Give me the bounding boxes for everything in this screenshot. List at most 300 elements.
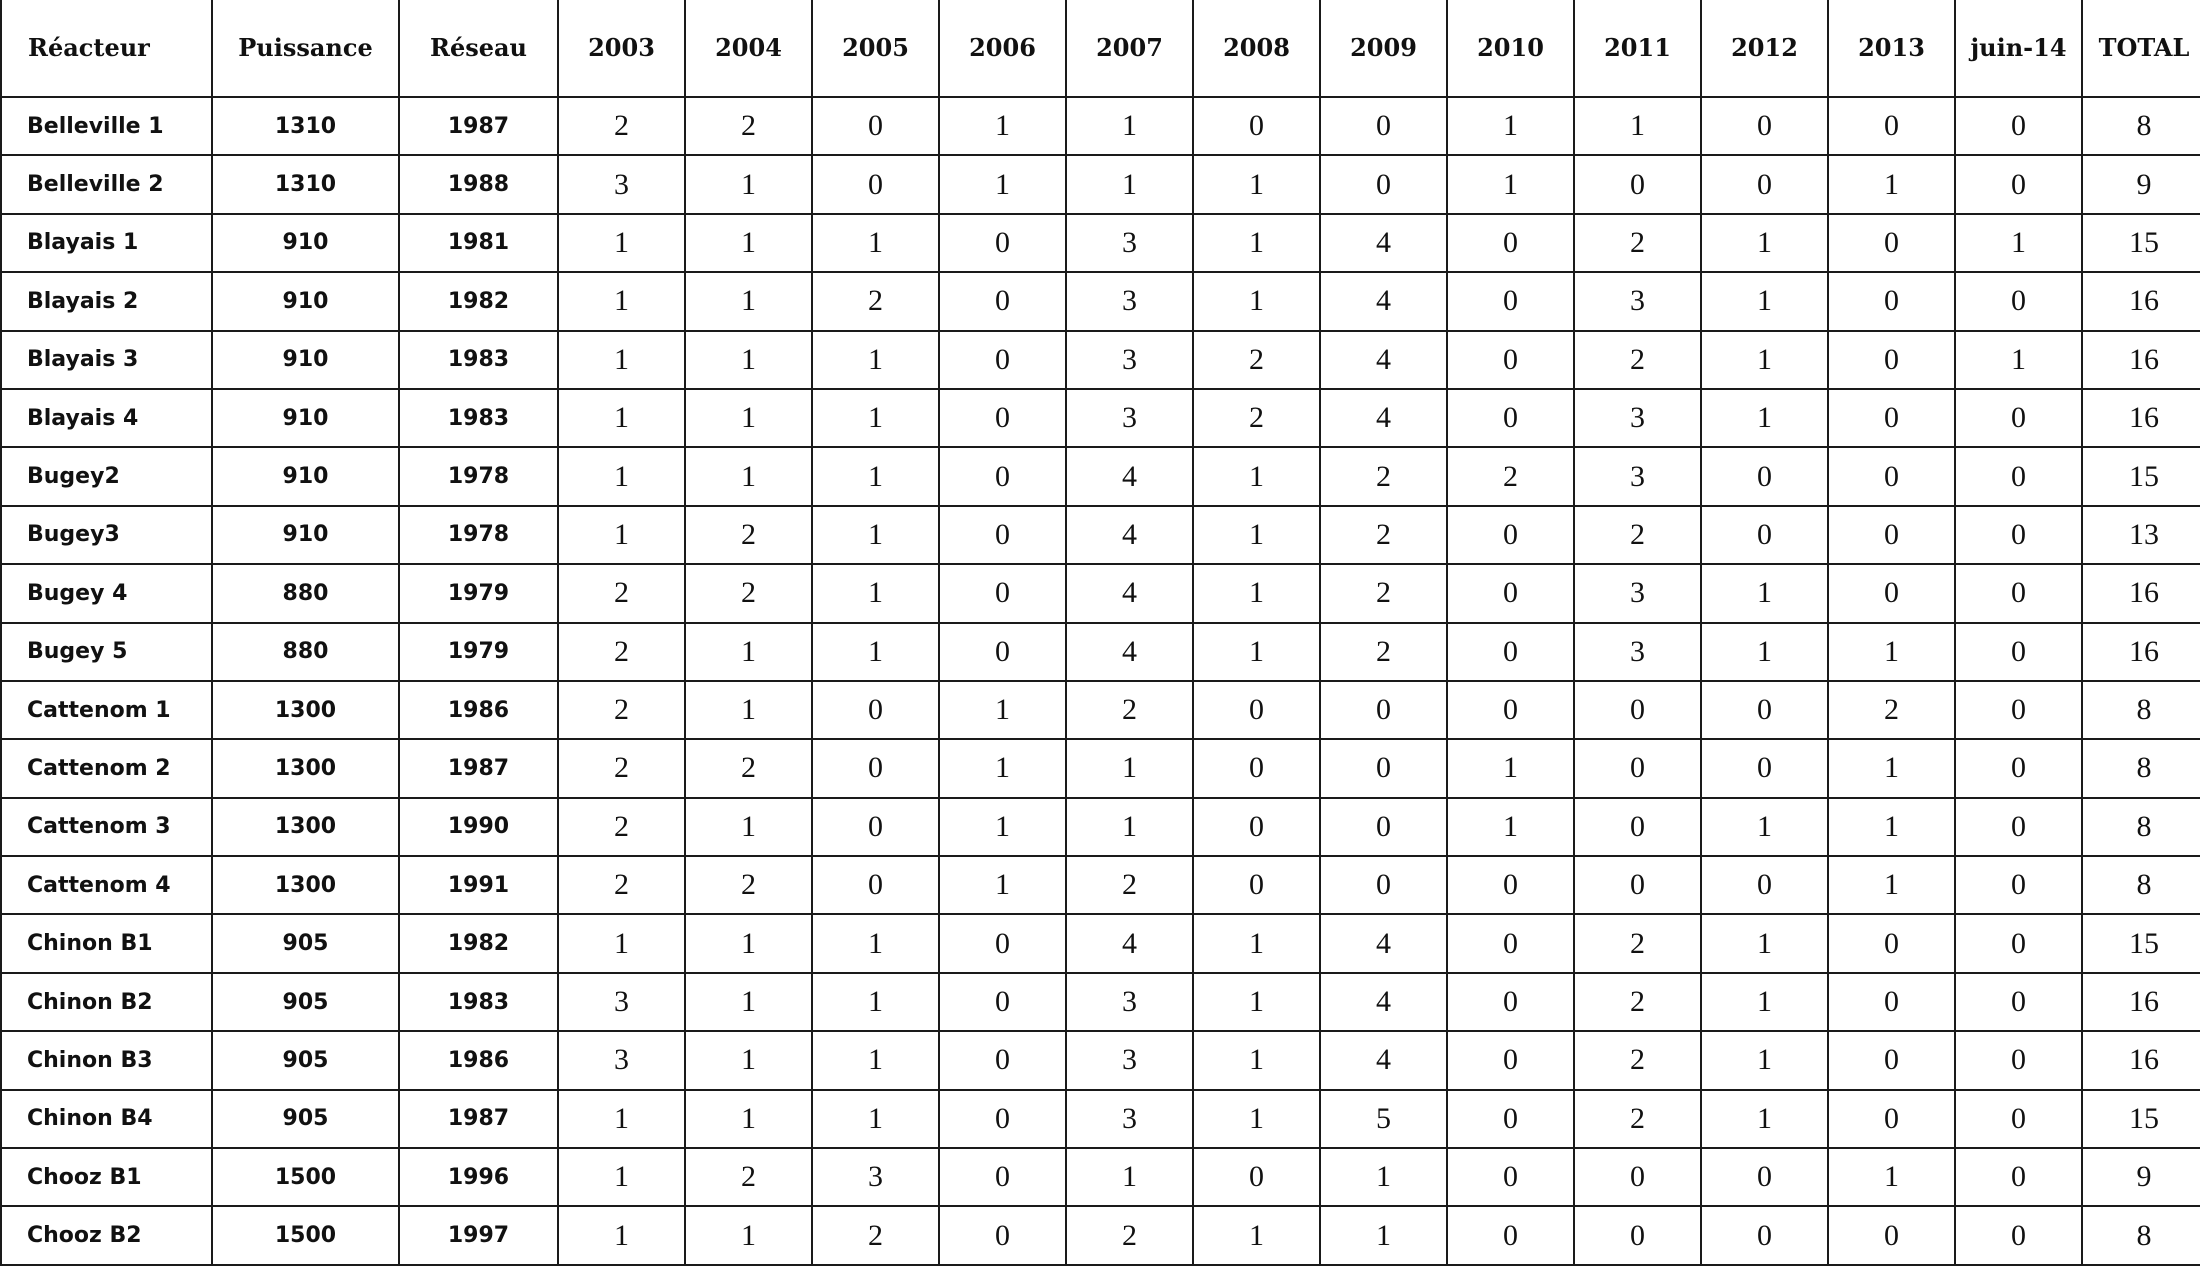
count-cell: 0 bbox=[1447, 856, 1574, 914]
reactor-name-cell: Bugey 5 bbox=[1, 623, 212, 681]
power-cell: 905 bbox=[212, 914, 399, 972]
count-cell: 1 bbox=[1193, 1206, 1320, 1264]
count-cell: 3 bbox=[558, 155, 685, 213]
count-cell: 4 bbox=[1320, 214, 1447, 272]
count-cell: 1 bbox=[685, 155, 812, 213]
total-cell: 13 bbox=[2082, 506, 2200, 564]
count-cell: 3 bbox=[1066, 214, 1193, 272]
power-cell: 905 bbox=[212, 1031, 399, 1089]
grid-year-cell: 1991 bbox=[399, 856, 558, 914]
count-cell: 1 bbox=[812, 1090, 939, 1148]
count-cell: 2 bbox=[812, 1206, 939, 1264]
table-row bbox=[1, 447, 2200, 505]
count-cell: 1 bbox=[1828, 1148, 1955, 1206]
count-cell: 1 bbox=[1447, 97, 1574, 155]
count-cell: 0 bbox=[1193, 1148, 1320, 1206]
total-cell: 8 bbox=[2082, 97, 2200, 155]
count-cell: 0 bbox=[1574, 739, 1701, 797]
count-cell: 0 bbox=[1447, 681, 1574, 739]
count-cell: 1 bbox=[1828, 798, 1955, 856]
count-cell: 1 bbox=[1955, 214, 2082, 272]
count-cell: 3 bbox=[1574, 389, 1701, 447]
count-cell: 1 bbox=[1320, 1148, 1447, 1206]
power-cell: 1300 bbox=[212, 681, 399, 739]
count-cell: 0 bbox=[1447, 914, 1574, 972]
reactor-name-cell: Blayais 1 bbox=[1, 214, 212, 272]
header-col-5: 2005 bbox=[812, 0, 939, 97]
power-cell: 1300 bbox=[212, 739, 399, 797]
count-cell: 1 bbox=[1193, 1031, 1320, 1089]
power-cell: 910 bbox=[212, 331, 399, 389]
count-cell: 0 bbox=[1955, 155, 2082, 213]
count-cell: 0 bbox=[939, 914, 1066, 972]
count-cell: 0 bbox=[812, 856, 939, 914]
count-cell: 0 bbox=[1320, 739, 1447, 797]
count-cell: 0 bbox=[1701, 506, 1828, 564]
count-cell: 0 bbox=[1701, 1148, 1828, 1206]
count-cell: 1 bbox=[685, 272, 812, 330]
count-cell: 0 bbox=[1447, 1090, 1574, 1148]
reactor-name-cell: Bugey 4 bbox=[1, 564, 212, 622]
count-cell: 1 bbox=[685, 1206, 812, 1264]
header-col-11: 2011 bbox=[1574, 0, 1701, 97]
count-cell: 4 bbox=[1320, 914, 1447, 972]
count-cell: 0 bbox=[1955, 914, 2082, 972]
count-cell: 3 bbox=[1574, 623, 1701, 681]
count-cell: 0 bbox=[1955, 856, 2082, 914]
count-cell: 2 bbox=[1828, 681, 1955, 739]
table-row bbox=[1, 1090, 2200, 1148]
count-cell: 1 bbox=[1701, 798, 1828, 856]
count-cell: 0 bbox=[1828, 1090, 1955, 1148]
count-cell: 1 bbox=[1701, 564, 1828, 622]
reactor-name-cell: Chinon B3 bbox=[1, 1031, 212, 1089]
reactor-name-cell: Cattenom 4 bbox=[1, 856, 212, 914]
count-cell: 1 bbox=[812, 389, 939, 447]
count-cell: 4 bbox=[1066, 564, 1193, 622]
count-cell: 0 bbox=[1320, 856, 1447, 914]
count-cell: 1 bbox=[812, 564, 939, 622]
header-col-4: 2004 bbox=[685, 0, 812, 97]
count-cell: 4 bbox=[1320, 272, 1447, 330]
table-row bbox=[1, 272, 2200, 330]
count-cell: 2 bbox=[558, 623, 685, 681]
count-cell: 0 bbox=[1447, 214, 1574, 272]
count-cell: 0 bbox=[1447, 389, 1574, 447]
reactor-name-cell: Cattenom 3 bbox=[1, 798, 212, 856]
count-cell: 0 bbox=[1574, 681, 1701, 739]
grid-year-cell: 1987 bbox=[399, 97, 558, 155]
grid-year-cell: 1987 bbox=[399, 739, 558, 797]
total-cell: 9 bbox=[2082, 1148, 2200, 1206]
count-cell: 1 bbox=[558, 1206, 685, 1264]
total-cell: 8 bbox=[2082, 681, 2200, 739]
count-cell: 2 bbox=[558, 798, 685, 856]
reactor-name-cell: Blayais 4 bbox=[1, 389, 212, 447]
count-cell: 0 bbox=[1447, 272, 1574, 330]
count-cell: 1 bbox=[939, 739, 1066, 797]
count-cell: 2 bbox=[1320, 623, 1447, 681]
power-cell: 910 bbox=[212, 506, 399, 564]
count-cell: 3 bbox=[1066, 389, 1193, 447]
count-cell: 1 bbox=[1701, 331, 1828, 389]
count-cell: 1 bbox=[812, 623, 939, 681]
grid-year-cell: 1982 bbox=[399, 914, 558, 972]
count-cell: 2 bbox=[1193, 389, 1320, 447]
header-col-7: 2007 bbox=[1066, 0, 1193, 97]
count-cell: 1 bbox=[558, 1148, 685, 1206]
count-cell: 4 bbox=[1320, 1031, 1447, 1089]
count-cell: 1 bbox=[1066, 798, 1193, 856]
count-cell: 0 bbox=[812, 739, 939, 797]
count-cell: 0 bbox=[1955, 1206, 2082, 1264]
reactor-name-cell: Chinon B4 bbox=[1, 1090, 212, 1148]
total-cell: 8 bbox=[2082, 856, 2200, 914]
count-cell: 1 bbox=[1955, 331, 2082, 389]
reactor-name-cell: Blayais 2 bbox=[1, 272, 212, 330]
reactor-name-cell: Bugey2 bbox=[1, 447, 212, 505]
total-cell: 16 bbox=[2082, 973, 2200, 1031]
count-cell: 0 bbox=[939, 1148, 1066, 1206]
count-cell: 0 bbox=[1955, 272, 2082, 330]
count-cell: 1 bbox=[1701, 1031, 1828, 1089]
count-cell: 1 bbox=[812, 973, 939, 1031]
reactor-name-cell: Cattenom 1 bbox=[1, 681, 212, 739]
table-row bbox=[1, 506, 2200, 564]
header-col-14: juin-14 bbox=[1955, 0, 2082, 97]
grid-year-cell: 1979 bbox=[399, 623, 558, 681]
reactor-name-cell: Chooz B2 bbox=[1, 1206, 212, 1264]
reactor-name-cell: Chinon B1 bbox=[1, 914, 212, 972]
table-row bbox=[1, 1031, 2200, 1089]
count-cell: 0 bbox=[1828, 1206, 1955, 1264]
grid-year-cell: 1979 bbox=[399, 564, 558, 622]
count-cell: 1 bbox=[1320, 1206, 1447, 1264]
count-cell: 0 bbox=[1701, 856, 1828, 914]
count-cell: 2 bbox=[685, 564, 812, 622]
count-cell: 0 bbox=[1828, 914, 1955, 972]
header-col-13: 2013 bbox=[1828, 0, 1955, 97]
count-cell: 1 bbox=[1193, 214, 1320, 272]
count-cell: 1 bbox=[939, 681, 1066, 739]
count-cell: 2 bbox=[685, 506, 812, 564]
count-cell: 1 bbox=[685, 389, 812, 447]
grid-year-cell: 1981 bbox=[399, 214, 558, 272]
count-cell: 0 bbox=[812, 681, 939, 739]
count-cell: 1 bbox=[812, 506, 939, 564]
count-cell: 1 bbox=[1828, 155, 1955, 213]
power-cell: 880 bbox=[212, 564, 399, 622]
count-cell: 1 bbox=[1193, 155, 1320, 213]
count-cell: 0 bbox=[1574, 1206, 1701, 1264]
count-cell: 1 bbox=[558, 389, 685, 447]
count-cell: 2 bbox=[558, 681, 685, 739]
table-row bbox=[1, 214, 2200, 272]
count-cell: 0 bbox=[1447, 331, 1574, 389]
count-cell: 1 bbox=[558, 506, 685, 564]
count-cell: 3 bbox=[1066, 973, 1193, 1031]
count-cell: 2 bbox=[1066, 681, 1193, 739]
count-cell: 1 bbox=[1701, 214, 1828, 272]
count-cell: 4 bbox=[1066, 914, 1193, 972]
header-reseau: Réseau bbox=[399, 0, 558, 97]
count-cell: 1 bbox=[1447, 739, 1574, 797]
count-cell: 0 bbox=[1828, 214, 1955, 272]
header-col-9: 2009 bbox=[1320, 0, 1447, 97]
count-cell: 0 bbox=[939, 506, 1066, 564]
count-cell: 5 bbox=[1320, 1090, 1447, 1148]
header-reacteur: Réacteur bbox=[1, 0, 212, 97]
table-row bbox=[1, 914, 2200, 972]
table-row bbox=[1, 973, 2200, 1031]
power-cell: 910 bbox=[212, 447, 399, 505]
power-cell: 1500 bbox=[212, 1206, 399, 1264]
count-cell: 1 bbox=[1701, 1090, 1828, 1148]
grid-year-cell: 1983 bbox=[399, 331, 558, 389]
count-cell: 1 bbox=[1193, 272, 1320, 330]
count-cell: 0 bbox=[1828, 973, 1955, 1031]
total-cell: 8 bbox=[2082, 1206, 2200, 1264]
count-cell: 2 bbox=[1574, 973, 1701, 1031]
count-cell: 0 bbox=[1701, 739, 1828, 797]
count-cell: 0 bbox=[1574, 856, 1701, 914]
header-col-8: 2008 bbox=[1193, 0, 1320, 97]
count-cell: 0 bbox=[1828, 331, 1955, 389]
reactor-name-cell: Chinon B2 bbox=[1, 973, 212, 1031]
table-row bbox=[1, 623, 2200, 681]
count-cell: 3 bbox=[1066, 272, 1193, 330]
count-cell: 0 bbox=[1828, 272, 1955, 330]
table-body bbox=[1, 97, 2200, 1265]
count-cell: 0 bbox=[1320, 681, 1447, 739]
count-cell: 0 bbox=[1828, 447, 1955, 505]
table-header bbox=[1, 0, 2200, 97]
count-cell: 0 bbox=[1955, 623, 2082, 681]
count-cell: 1 bbox=[1828, 623, 1955, 681]
power-cell: 910 bbox=[212, 214, 399, 272]
power-cell: 1310 bbox=[212, 97, 399, 155]
count-cell: 1 bbox=[1193, 623, 1320, 681]
count-cell: 0 bbox=[939, 389, 1066, 447]
count-cell: 0 bbox=[1701, 97, 1828, 155]
count-cell: 0 bbox=[939, 1031, 1066, 1089]
count-cell: 0 bbox=[812, 155, 939, 213]
count-cell: 1 bbox=[558, 447, 685, 505]
power-cell: 1500 bbox=[212, 1148, 399, 1206]
count-cell: 1 bbox=[1193, 564, 1320, 622]
table-row bbox=[1, 1206, 2200, 1264]
count-cell: 1 bbox=[1066, 97, 1193, 155]
header-col-15: TOTAL bbox=[2082, 0, 2200, 97]
count-cell: 0 bbox=[1320, 155, 1447, 213]
count-cell: 2 bbox=[1574, 506, 1701, 564]
total-cell: 16 bbox=[2082, 331, 2200, 389]
count-cell: 4 bbox=[1320, 389, 1447, 447]
count-cell: 1 bbox=[685, 331, 812, 389]
reactor-name-cell: Belleville 2 bbox=[1, 155, 212, 213]
count-cell: 3 bbox=[1574, 564, 1701, 622]
count-cell: 0 bbox=[1193, 798, 1320, 856]
grid-year-cell: 1983 bbox=[399, 973, 558, 1031]
count-cell: 3 bbox=[812, 1148, 939, 1206]
count-cell: 0 bbox=[1955, 973, 2082, 1031]
total-cell: 16 bbox=[2082, 1031, 2200, 1089]
count-cell: 1 bbox=[1701, 973, 1828, 1031]
count-cell: 2 bbox=[1447, 447, 1574, 505]
count-cell: 1 bbox=[1574, 97, 1701, 155]
count-cell: 1 bbox=[1193, 506, 1320, 564]
count-cell: 0 bbox=[1955, 1148, 2082, 1206]
reactor-name-cell: Bugey3 bbox=[1, 506, 212, 564]
count-cell: 0 bbox=[1828, 564, 1955, 622]
count-cell: 2 bbox=[1066, 856, 1193, 914]
power-cell: 910 bbox=[212, 272, 399, 330]
count-cell: 0 bbox=[1701, 447, 1828, 505]
count-cell: 0 bbox=[1701, 1206, 1828, 1264]
count-cell: 0 bbox=[1320, 798, 1447, 856]
count-cell: 1 bbox=[558, 214, 685, 272]
count-cell: 1 bbox=[558, 914, 685, 972]
count-cell: 2 bbox=[558, 739, 685, 797]
count-cell: 3 bbox=[558, 1031, 685, 1089]
power-cell: 910 bbox=[212, 389, 399, 447]
reactor-name-cell: Blayais 3 bbox=[1, 331, 212, 389]
count-cell: 1 bbox=[558, 331, 685, 389]
count-cell: 1 bbox=[1066, 155, 1193, 213]
count-cell: 2 bbox=[1193, 331, 1320, 389]
count-cell: 0 bbox=[939, 623, 1066, 681]
count-cell: 3 bbox=[1574, 447, 1701, 505]
header-col-10: 2010 bbox=[1447, 0, 1574, 97]
count-cell: 0 bbox=[1955, 447, 2082, 505]
count-cell: 1 bbox=[812, 447, 939, 505]
count-cell: 0 bbox=[1828, 506, 1955, 564]
count-cell: 1 bbox=[939, 798, 1066, 856]
count-cell: 0 bbox=[939, 447, 1066, 505]
count-cell: 4 bbox=[1066, 447, 1193, 505]
count-cell: 2 bbox=[558, 856, 685, 914]
count-cell: 0 bbox=[1447, 1031, 1574, 1089]
table-row bbox=[1, 681, 2200, 739]
grid-year-cell: 1983 bbox=[399, 389, 558, 447]
power-cell: 1310 bbox=[212, 155, 399, 213]
count-cell: 1 bbox=[685, 1031, 812, 1089]
count-cell: 0 bbox=[939, 272, 1066, 330]
count-cell: 0 bbox=[1955, 739, 2082, 797]
count-cell: 0 bbox=[1193, 739, 1320, 797]
total-cell: 15 bbox=[2082, 447, 2200, 505]
count-cell: 0 bbox=[1574, 155, 1701, 213]
grid-year-cell: 1996 bbox=[399, 1148, 558, 1206]
power-cell: 1300 bbox=[212, 798, 399, 856]
table-row bbox=[1, 389, 2200, 447]
total-cell: 9 bbox=[2082, 155, 2200, 213]
count-cell: 0 bbox=[1320, 97, 1447, 155]
header-col-12: 2012 bbox=[1701, 0, 1828, 97]
count-cell: 4 bbox=[1320, 973, 1447, 1031]
count-cell: 0 bbox=[1447, 1148, 1574, 1206]
table-row bbox=[1, 564, 2200, 622]
count-cell: 1 bbox=[1447, 798, 1574, 856]
total-cell: 15 bbox=[2082, 1090, 2200, 1148]
count-cell: 1 bbox=[1193, 973, 1320, 1031]
count-cell: 1 bbox=[812, 214, 939, 272]
count-cell: 2 bbox=[1066, 1206, 1193, 1264]
grid-year-cell: 1987 bbox=[399, 1090, 558, 1148]
count-cell: 1 bbox=[1828, 739, 1955, 797]
count-cell: 1 bbox=[812, 914, 939, 972]
count-cell: 3 bbox=[1574, 272, 1701, 330]
total-cell: 16 bbox=[2082, 623, 2200, 681]
count-cell: 0 bbox=[939, 1090, 1066, 1148]
count-cell: 2 bbox=[1574, 331, 1701, 389]
count-cell: 1 bbox=[558, 272, 685, 330]
count-cell: 0 bbox=[1701, 155, 1828, 213]
total-cell: 15 bbox=[2082, 914, 2200, 972]
reactor-name-cell: Belleville 1 bbox=[1, 97, 212, 155]
count-cell: 2 bbox=[685, 1148, 812, 1206]
count-cell: 0 bbox=[939, 1206, 1066, 1264]
count-cell: 0 bbox=[1447, 623, 1574, 681]
count-cell: 1 bbox=[558, 1090, 685, 1148]
count-cell: 2 bbox=[1574, 914, 1701, 972]
count-cell: 2 bbox=[685, 97, 812, 155]
total-cell: 15 bbox=[2082, 214, 2200, 272]
count-cell: 1 bbox=[1193, 447, 1320, 505]
total-cell: 8 bbox=[2082, 798, 2200, 856]
count-cell: 0 bbox=[1447, 1206, 1574, 1264]
grid-year-cell: 1978 bbox=[399, 447, 558, 505]
total-cell: 16 bbox=[2082, 564, 2200, 622]
power-cell: 905 bbox=[212, 973, 399, 1031]
table-row bbox=[1, 155, 2200, 213]
count-cell: 2 bbox=[1574, 1031, 1701, 1089]
grid-year-cell: 1978 bbox=[399, 506, 558, 564]
count-cell: 1 bbox=[1066, 739, 1193, 797]
total-cell: 16 bbox=[2082, 272, 2200, 330]
count-cell: 1 bbox=[1828, 856, 1955, 914]
count-cell: 1 bbox=[685, 914, 812, 972]
header-col-6: 2006 bbox=[939, 0, 1066, 97]
count-cell: 0 bbox=[812, 798, 939, 856]
power-cell: 1300 bbox=[212, 856, 399, 914]
count-cell: 3 bbox=[1066, 1031, 1193, 1089]
header-row bbox=[1, 0, 2200, 97]
count-cell: 1 bbox=[1447, 155, 1574, 213]
count-cell: 1 bbox=[1193, 914, 1320, 972]
header-puissance: Puissance bbox=[212, 0, 399, 97]
count-cell: 1 bbox=[939, 856, 1066, 914]
count-cell: 3 bbox=[558, 973, 685, 1031]
grid-year-cell: 1982 bbox=[399, 272, 558, 330]
count-cell: 0 bbox=[1193, 97, 1320, 155]
count-cell: 4 bbox=[1066, 506, 1193, 564]
reactor-name-cell: Chooz B1 bbox=[1, 1148, 212, 1206]
count-cell: 0 bbox=[1447, 564, 1574, 622]
power-cell: 880 bbox=[212, 623, 399, 681]
count-cell: 0 bbox=[1701, 681, 1828, 739]
count-cell: 1 bbox=[685, 973, 812, 1031]
count-cell: 0 bbox=[1828, 389, 1955, 447]
grid-year-cell: 1988 bbox=[399, 155, 558, 213]
count-cell: 0 bbox=[1447, 973, 1574, 1031]
count-cell: 0 bbox=[939, 214, 1066, 272]
count-cell: 2 bbox=[685, 856, 812, 914]
count-cell: 2 bbox=[812, 272, 939, 330]
count-cell: 0 bbox=[939, 331, 1066, 389]
count-cell: 4 bbox=[1066, 623, 1193, 681]
reactor-name-cell: Cattenom 2 bbox=[1, 739, 212, 797]
